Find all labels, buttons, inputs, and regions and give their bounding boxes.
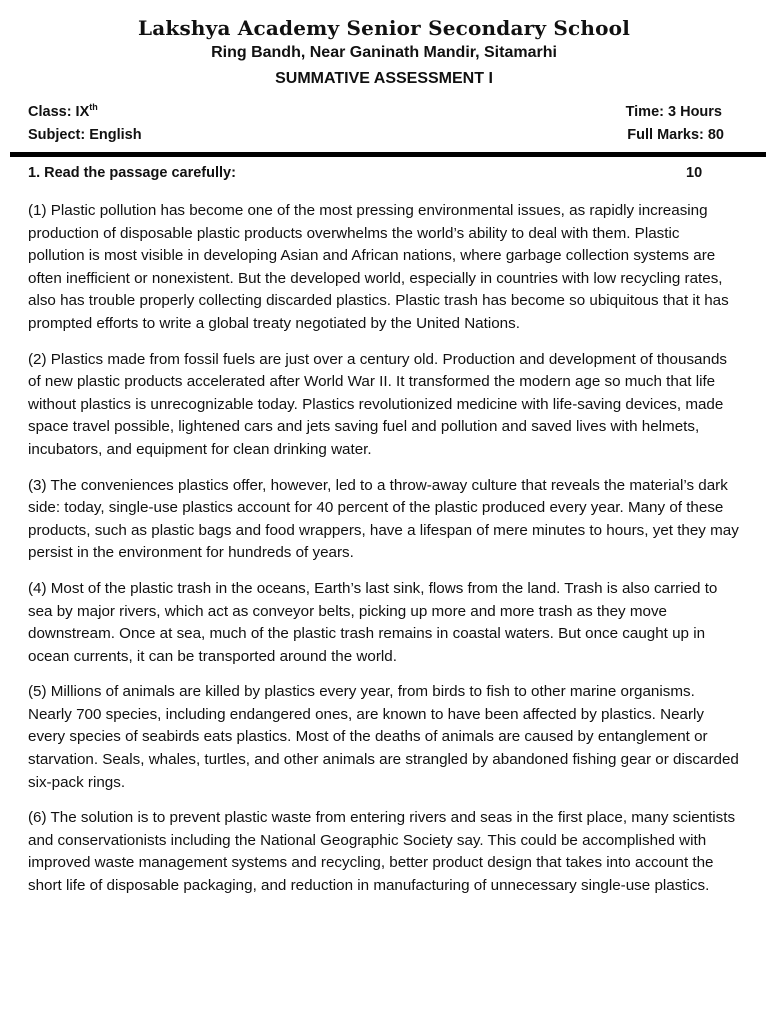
passage-paragraph-5: (5) Millions of animals are killed by plastics every year, from birds to fish to other marine organisms. Nearly 700 species, including endangered ones, are known to have been affected by plastics. Nearly every species of seabirds eats plastics. Most of the deaths of animals are caused by entanglement or starvation. Seals, whales, turtles, and other animals are strangled by abandoned fishing gear or discarded six-pack rings. — [28, 683, 739, 791]
passage — [28, 200, 740, 911]
passage-paragraph-1: (1) Plastic pollution has become one of the most pressing environmental issues, as rapidly increasing production of disposable plastic products overwhelms the world’s ability to deal with them. Plastic pollution is most visible in developing Asian and African nations, where garbage collection systems are often inefficient or nonexistent. But the developed world, especially in countries with low recycling rates, also has trouble properly collecting discarded plastics. Plastic trash has become so ubiquitous that it has prompted efforts to write a global treaty negotiated by the United Nations. — [28, 202, 729, 332]
time-info: Time: 3 Hours — [625, 104, 722, 120]
class-info — [28, 104, 98, 120]
class-label: Class: IX — [28, 104, 90, 120]
school-address: Ring Bandh, Near Ganinath Mandir, Sitamarhi — [211, 44, 557, 61]
full-marks-info: Full Marks: 80 — [627, 127, 724, 143]
school-name: Lakshya Academy Senior Secondary School — [137, 16, 630, 40]
passage-paragraph-6: (6) The solution is to prevent plastic waste from entering rivers and seas in the first place, many scientists and conservationists including the National Geographic Society say. This could be accomplished with improved waste management systems and recycling, better product design that takes into account the short life of disposable packaging, and reduction in manufacturing of unnecessary single-use plastics. — [28, 809, 736, 895]
class-suffix: th — [89, 102, 98, 113]
question-heading: 1. Read the passage carefully: — [28, 165, 236, 181]
subject-info: Subject: English — [28, 127, 142, 143]
passage-paragraph-4: (4) Most of the plastic trash in the oceans, Earth’s last sink, flows from the land. Trash is also carried to sea by major rivers, which act as conveyor belts, picking up more and more trash as they move downstream. Once at sea, much of the plastic trash remains in coastal waters. But once caught up in ocean currents, it can be transported around the world. — [28, 579, 718, 665]
passage-paragraph-2: (2) Plastics made from fossil fuels are just over a century old. Production and development of thousands of new plastic products accelerated after World War II. It transformed the modern age so much that life without plastics is unrecognizable today. Plastics revolutionized medicine with life-saving devices, made space travel possible, lightened cars and jets saving fuel and pollution and saved lives with helmets, incubators, and equipment for clean drinking water. — [28, 350, 727, 458]
exam-title: SUMMATIVE ASSESSMENT I — [275, 70, 493, 87]
header-divider — [10, 152, 766, 157]
passage-paragraph-3: (3) The conveniences plastics offer, however, led to a throw-away culture that reveals the material’s dark side: today, single-use plastics account for 40 percent of the plastic produced every year. Many of these products, such as plastic bags and food wrappers, have a lifespan of mere minutes to hours, yet they may persist in the environment for hundreds of years. — [28, 476, 739, 562]
question-marks: 10 — [686, 165, 703, 181]
